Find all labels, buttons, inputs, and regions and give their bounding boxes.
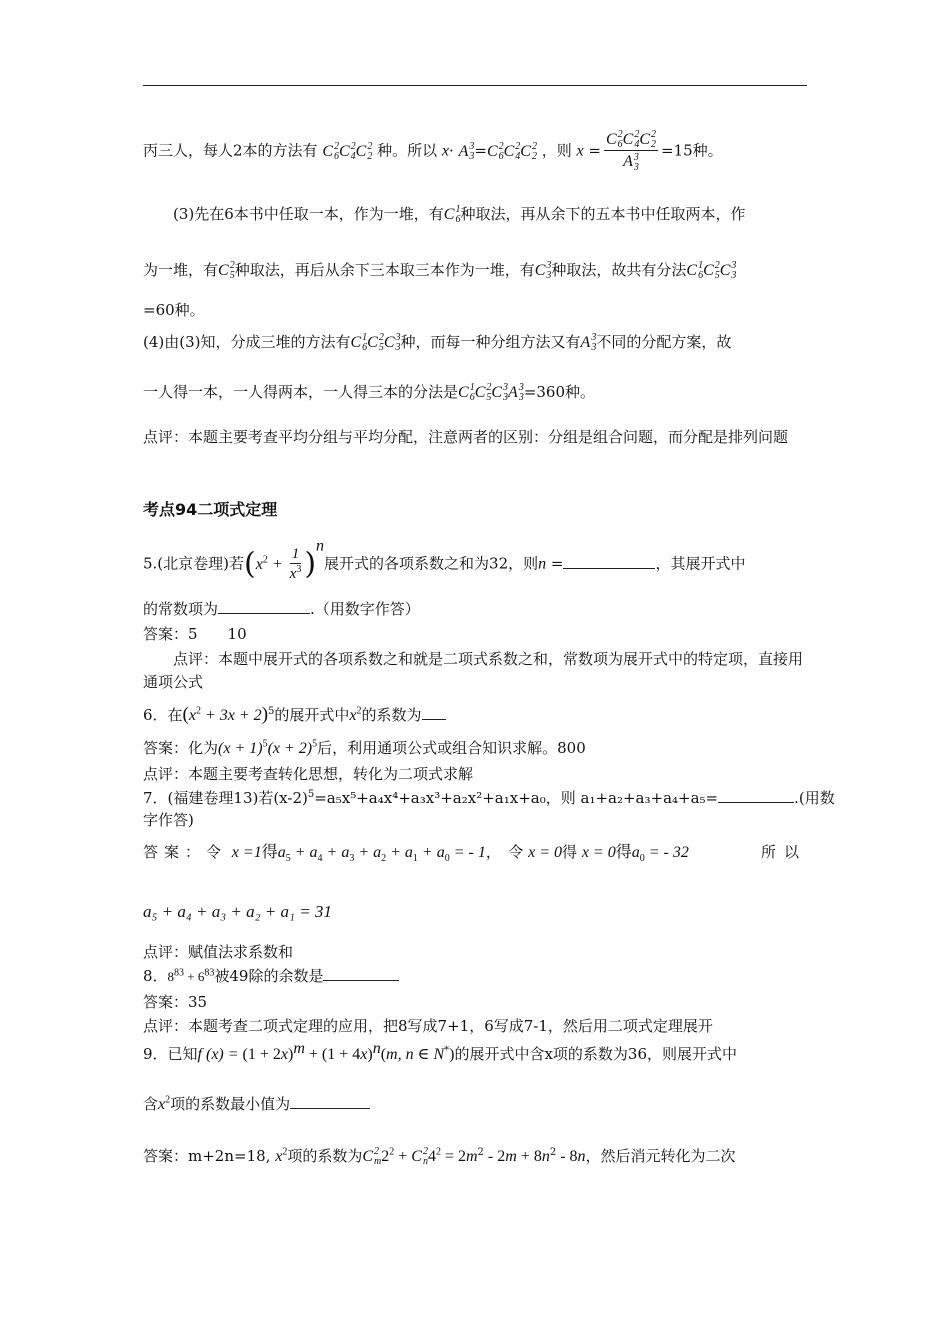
question-8-comment: 点评：本题考查二项式定理的应用，把8写成7+1，6写成7-1，然后用二项式定理展开	[143, 1017, 713, 1035]
question-7-answer-line2: a₅ + a₄ + a₃ + a₂ + a₁ = 31	[143, 902, 332, 921]
question-9-answer: 答案：m+2n=18, $x^2$项的系数为C 2 m $2^2 + C$ 2 n $4^2 = 2m^2 - 2m + 8n^2 - 8n$，然后消元转化为二次	[143, 1146, 736, 1168]
question-7-line1: 7．(福建卷理13)若$(x-2)^5=a_5x^5+a_4x^4+a_3x^3+a_2x^2+a_1x+a_0$，则 a₁+a₂+a₃+a₄+a₅= .(用数	[143, 789, 835, 807]
question-6: 6．在$(x^2 + 3x + 2)^5$的展开式中$x^2$的系数为	[143, 703, 807, 728]
paragraph-3-line1: (3)先在6本书中任取一本，作为一堆，有C 1 6 种取法，再从余下的五本书中任取两本，作	[173, 204, 746, 226]
paragraph-4-line1: (4)由(3)知，分成三堆的方法有C 1 6 C 2 5 C 3 3 种，而每一种分组方法又有A 3 3 不同的分配方案，故	[143, 332, 732, 354]
question-6-comment: 点评：本题主要考查转化思想，转化为二项式求解	[143, 765, 474, 783]
question-9-line2: 含$x^2$项的系数最小值为	[143, 1092, 807, 1117]
question-7-line2: 字作答)	[143, 811, 194, 829]
question-7-comment: 点评：赋值法求系数和	[143, 943, 294, 961]
paragraph-4-line2: 一人得一本，一人得两本，一人得三本的分法是C 1 6 C 2 5 C 3 3 A 3 3 =360种。	[143, 382, 596, 404]
answer-blank-q8[interactable]	[323, 966, 399, 981]
paragraph-2-continued: 丙三人，每人2本的方法有 C 2 6 C 2 4 C 2 2 种。所以 x· A 3 3 =C 2 6 C 2 4 C 2 2 ，则 x = C 2 6 C 2 4 C 2 2 A 3 3 =15种。	[143, 129, 723, 173]
question-5-answer: 答案：5 10	[143, 625, 247, 643]
question-8: 8．$8^{83} + 6^{83}$被49除的余数是	[143, 964, 807, 989]
answer-blank-constant[interactable]	[218, 599, 310, 614]
answer-blank-n[interactable]	[563, 554, 655, 569]
comment-1: 点评：本题主要考查平均分组与平均分配，注意两者的区别：分组是组合问题，而分配是排列问题	[143, 428, 789, 446]
paragraph-3-line2: 为一堆，有C 2 5 种取法，再后从余下三本取三本作为一堆，有C 3 3 种取法，故共有分法C 1 6 C 2 5 C 3 3	[143, 260, 737, 282]
answer-blank-q6[interactable]	[422, 705, 446, 720]
question-5-comment: 点评：本题中展开式的各项系数之和就是二项式系数之和，常数项为展开式中的特定项，直接用通项公式	[143, 650, 804, 691]
question-6-answer: 答案：化为$(x + 1)^5(x + 2)^5$后，利用通项公式或组合知识求解。800	[143, 738, 586, 757]
section-title: 考点94二项式定理	[143, 500, 278, 519]
answer-blank-q9[interactable]	[290, 1094, 370, 1109]
question-7-answer-line1: 答案：令 x =1得$a_5 + a_4 + a_3 + a_2 + a_1 + a_0$ = - 1， 令 x = 0得 x = 0得$a_0$ = - 32 所以	[143, 843, 807, 865]
paragraph-3-line3: =60种。	[143, 301, 205, 319]
question-5-line1: 5.(北京卷理)若($x^2$ + $\frac{1}{x^3}$ )$^n$展开式的各项系数之和为32，则n = ，其展开式中	[143, 537, 746, 582]
question-9-line1: 9．已知f $(x) = (1 + 2x)^m + (1 + 4x)^n(m$, n ∈ N*)的展开式中含x项的系数为36，则展开式中	[143, 1040, 738, 1063]
header-rule	[143, 85, 807, 86]
question-8-answer: 答案：35	[143, 993, 208, 1011]
question-5-line2: 的常数项为 .（用数字作答）	[143, 600, 420, 618]
answer-blank-q7[interactable]	[718, 788, 794, 803]
